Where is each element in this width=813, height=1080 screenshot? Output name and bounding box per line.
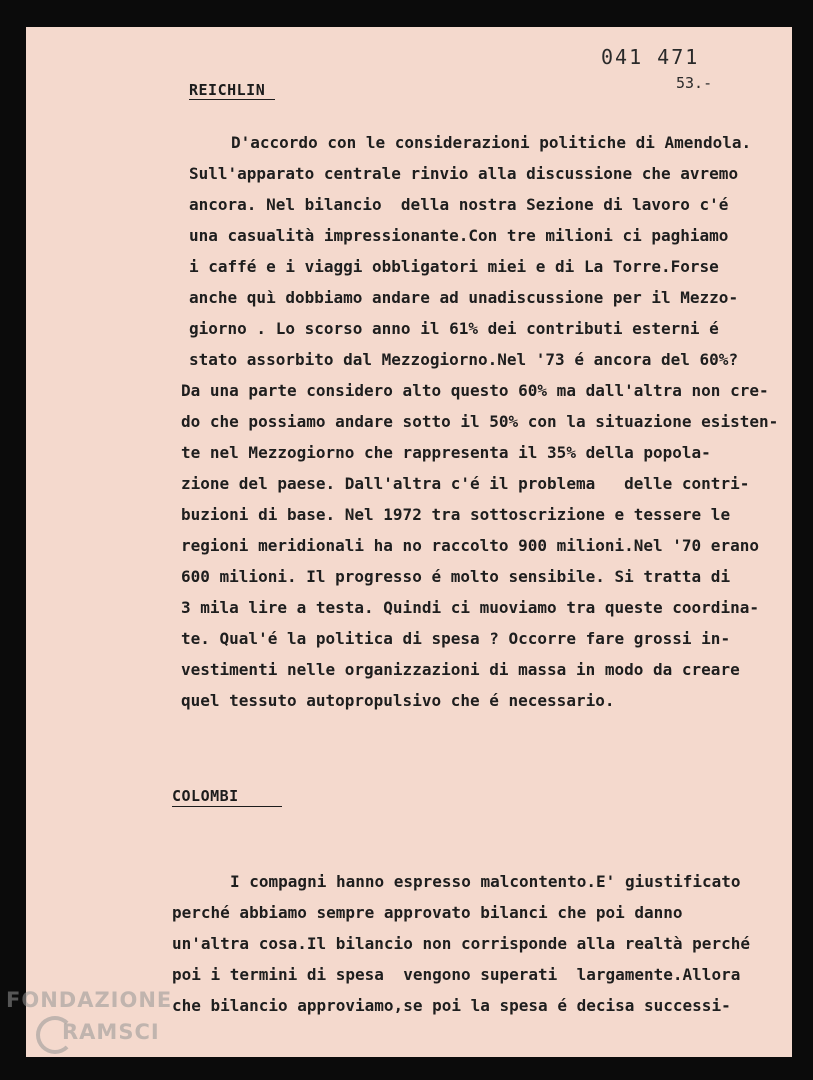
text-line: stato assorbito dal Mezzogiorno.Nel '73 é ancora del 60%? — [189, 350, 739, 369]
text-line: quel tessuto autopropulsivo che é necessario. — [181, 691, 615, 710]
text-line: i caffé e i viaggi obbligatori miei e di La Torre.Forse — [189, 257, 719, 276]
archive-number: 041 471 — [601, 45, 700, 69]
heading-underline — [172, 806, 282, 807]
page-number: 53.- — [676, 74, 713, 92]
text-line: Da una parte considero alto questo 60% ma dall'altra non cre- — [181, 381, 769, 400]
text-line: Sull'apparato centrale rinvio alla discussione che avremo — [189, 164, 739, 183]
watermark-text: FONDAZIONE — [6, 988, 173, 1012]
text-line: perché abbiamo sempre approvato bilanci che poi danno — [172, 903, 683, 922]
text-line: una casualità impressionante.Con tre milioni ci paghiamo — [189, 226, 729, 245]
speaker-heading: REICHLIN — [189, 81, 266, 99]
text-line: giorno . Lo scorso anno il 61% dei contributi esterni é — [189, 319, 719, 338]
heading-underline — [189, 99, 275, 100]
text-line: ancora. Nel bilancio della nostra Sezione di lavoro c'é — [189, 195, 729, 214]
speaker-heading: COLOMBI — [172, 787, 239, 805]
text-line: D'accordo con le considerazioni politiche di Amendola. — [231, 133, 752, 152]
text-line: 600 milioni. Il progresso é molto sensibile. Si tratta di — [181, 567, 731, 586]
text-line: poi i termini di spesa vengono superati largamente.Allora — [172, 965, 741, 984]
text-line: regioni meridionali ha no raccolto 900 milioni.Nel '70 erano — [181, 536, 759, 555]
text-line: buzioni di base. Nel 1972 tra sottoscrizione e tessere le — [181, 505, 731, 524]
watermark-text: RAMSCI — [62, 1020, 160, 1044]
text-line: zione del paese. Dall'altra c'é il problema delle contri- — [181, 474, 750, 493]
text-line: vestimenti nelle organizzazioni di massa in modo da creare — [181, 660, 740, 679]
text-line: do che possiamo andare sotto il 50% con la situazione esisten- — [181, 412, 779, 431]
text-line: te. Qual'é la politica di spesa ? Occorre fare grossi in- — [181, 629, 731, 648]
text-line: anche quì dobbiamo andare ad unadiscussione per il Mezzo- — [189, 288, 739, 307]
document-page — [26, 27, 792, 1057]
text-line: un'altra cosa.Il bilancio non corrisponde alla realtà perché — [172, 934, 750, 953]
text-line: che bilancio approviamo,se poi la spesa é decisa successi- — [172, 996, 731, 1015]
text-line: I compagni hanno espresso malcontento.E' giustificato — [230, 872, 741, 891]
text-line: 3 mila lire a testa. Quindi ci muoviamo tra queste coordina- — [181, 598, 759, 617]
text-line: te nel Mezzogiorno che rappresenta il 35% della popola- — [181, 443, 711, 462]
